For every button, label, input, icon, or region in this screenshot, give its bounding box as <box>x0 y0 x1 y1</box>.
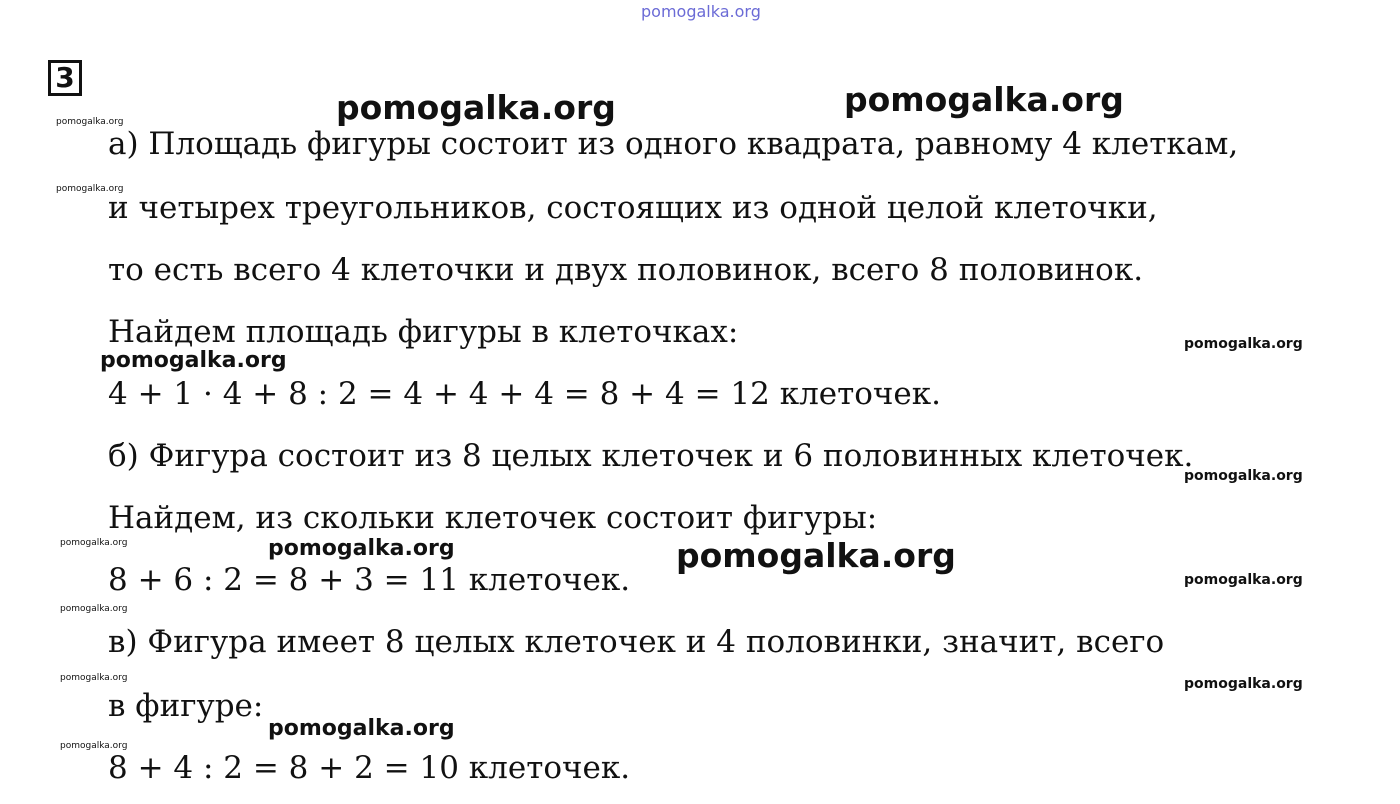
watermark-tiny: pomogalka.org <box>60 604 128 614</box>
watermark-tiny: pomogalka.org <box>60 741 128 751</box>
solution-line: 8 + 4 : 2 = 8 + 2 = 10 клеточек. <box>108 750 631 786</box>
solution-line: и четырех треугольников, состоящих из одной целой клеточки, <box>108 190 1158 226</box>
watermark-medium: pomogalka.org <box>268 716 455 741</box>
watermark-medium: pomogalka.org <box>268 536 455 561</box>
watermark-large: pomogalka.org <box>336 88 616 127</box>
solution-line: в фигуре: <box>108 688 264 724</box>
solution-line: 8 + 6 : 2 = 8 + 3 = 11 клеточек. <box>108 562 631 598</box>
watermark-tiny: pomogalka.org <box>56 117 124 127</box>
watermark-small: pomogalka.org <box>1184 572 1303 588</box>
solution-line: б) Фигура состоит из 8 целых клеточек и 6 половинных клеточек. <box>108 438 1194 474</box>
watermark-medium: pomogalka.org <box>100 348 287 373</box>
watermark-tiny: pomogalka.org <box>56 184 124 194</box>
solution-line: 4 + 1 · 4 + 8 : 2 = 4 + 4 + 4 = 8 + 4 = 12 клеточек. <box>108 376 942 412</box>
watermark-large: pomogalka.org <box>676 536 956 575</box>
watermark-large: pomogalka.org <box>844 80 1124 119</box>
solution-line: Найдем площадь фигуры в клеточках: <box>108 314 739 350</box>
watermark-small: pomogalka.org <box>1184 468 1303 484</box>
solution-line: Найдем, из скольки клеточек состоит фигуры: <box>108 500 878 536</box>
solution-line: в) Фигура имеет 8 целых клеточек и 4 половинки, значит, всего <box>108 624 1165 660</box>
watermark-small: pomogalka.org <box>1184 676 1303 692</box>
problem-number-box: 3 <box>48 60 82 96</box>
solution-line: то есть всего 4 клеточки и двух половинок, всего 8 половинок. <box>108 252 1144 288</box>
watermark-tiny: pomogalka.org <box>60 673 128 683</box>
solution-line: а) Площадь фигуры состоит из одного квадрата, равному 4 клеткам, <box>108 126 1239 162</box>
top-watermark: pomogalka.org <box>641 2 761 21</box>
watermark-tiny: pomogalka.org <box>60 538 128 548</box>
watermark-small: pomogalka.org <box>1184 336 1303 352</box>
